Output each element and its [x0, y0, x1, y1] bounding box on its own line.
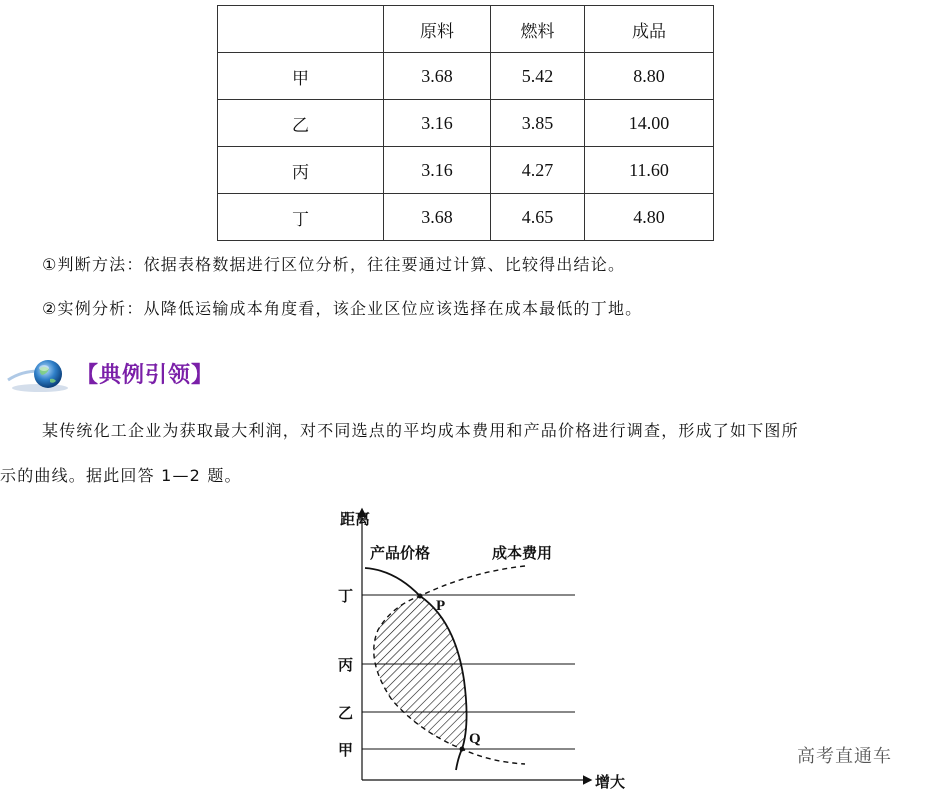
table-cell-product: 14.00 — [585, 100, 714, 147]
table-header-cell: 原料 — [384, 6, 491, 53]
cost-table — [217, 5, 714, 241]
table-header-row — [218, 6, 714, 53]
problem-line-1: 某传统化工企业为获取最大利润，对不同选点的平均成本费用和产品价格进行调查，形成了如下图所 — [42, 421, 799, 440]
table-cell-raw: 3.68 — [384, 53, 491, 100]
point-p — [418, 594, 423, 599]
table-cell-site: 乙 — [218, 100, 384, 147]
globe-icon — [6, 352, 70, 394]
level-label-bing: 丙 — [338, 656, 354, 674]
table-cell-site: 丙 — [218, 147, 384, 194]
table-cell-raw: 3.68 — [384, 194, 491, 241]
table-row — [218, 194, 714, 241]
level-label-yi: 乙 — [338, 704, 354, 722]
table-cell-raw: 3.16 — [384, 100, 491, 147]
table-cell-fuel: 4.65 — [491, 194, 585, 241]
point-p-label: P — [436, 598, 446, 614]
cost-label: 成本费用 — [492, 544, 553, 562]
problem-line-2: 示的曲线。据此回答 1—2 题。 — [0, 466, 242, 485]
price-cost-figure — [320, 500, 630, 795]
table-cell-product: 4.80 — [585, 194, 714, 241]
table-row — [218, 100, 714, 147]
table-cell-fuel: 3.85 — [491, 100, 585, 147]
table-cell-site: 丁 — [218, 194, 384, 241]
product-price-label: 产品价格 — [370, 544, 431, 562]
table-cell-product: 8.80 — [585, 53, 714, 100]
table-header-cell: 燃料 — [491, 6, 585, 53]
x-axis-label: 增大 — [595, 773, 626, 791]
table-header-cell: 成品 — [585, 6, 714, 53]
price-cost-diagram — [320, 500, 630, 792]
table-cell-raw: 3.16 — [384, 147, 491, 194]
table-row — [218, 147, 714, 194]
level-label-jia: 甲 — [338, 741, 354, 759]
table-cell-fuel: 4.27 — [491, 147, 585, 194]
example-paragraph: ②实例分析：从降低运输成本角度看，该企业区位应该选择在成本最低的丁地。 — [42, 299, 643, 318]
section-title: 【典例引领】 — [76, 362, 215, 388]
table-cell-site: 甲 — [218, 53, 384, 100]
table-row — [218, 53, 714, 100]
point-q — [460, 747, 465, 752]
profit-region — [374, 596, 467, 749]
y-axis-label: 距离 — [340, 510, 371, 528]
method-paragraph: ①判断方法：依据表格数据进行区位分析，往往要通过计算、比较得出结论。 — [42, 255, 626, 274]
table-header-cell — [218, 6, 384, 53]
watermark: 高考直通车 — [797, 746, 892, 767]
level-label-ding: 丁 — [338, 587, 354, 605]
section-heading — [6, 352, 214, 394]
table-cell-fuel: 5.42 — [491, 53, 585, 100]
point-q-label: Q — [469, 731, 481, 747]
table-cell-product: 11.60 — [585, 147, 714, 194]
